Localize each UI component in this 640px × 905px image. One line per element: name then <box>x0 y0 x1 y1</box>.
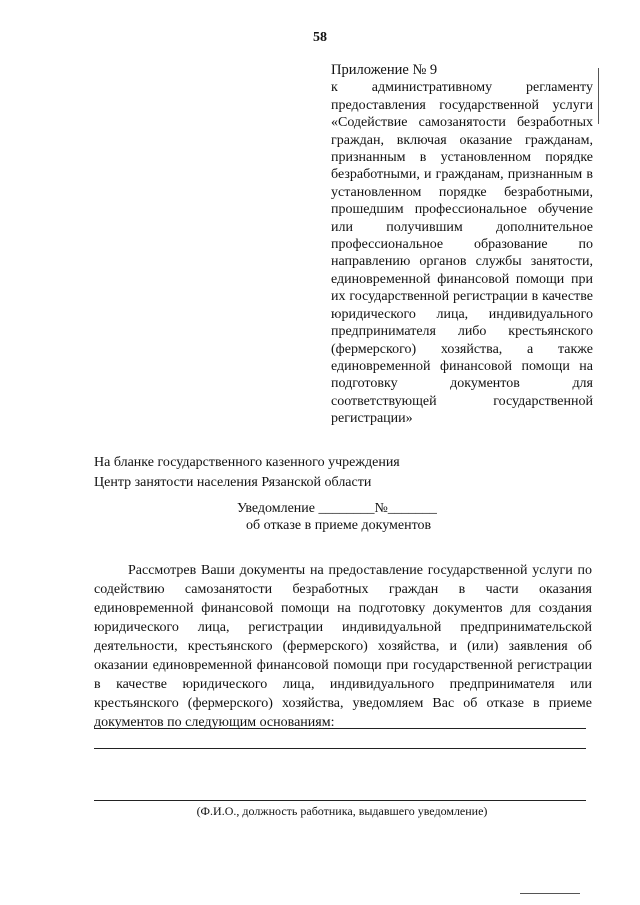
notice-title: Уведомление ________№_______ <box>237 501 437 516</box>
signature-caption: (Ф.И.О., должность работника, выдавшего уведомление) <box>196 804 488 818</box>
appendix-title: Приложение № 9 <box>331 62 438 78</box>
letterhead-line-1: На бланке государственного казенного учреждения <box>94 455 400 470</box>
notice-subtitle: об отказе в приеме документов <box>246 518 432 533</box>
letterhead <box>94 453 400 493</box>
body-paragraph: Рассмотрев Ваши документы на предоставление государственной услуги по содействию самозанятости безработных граждан в части оказания единовременной финансовой помощи на подготовку документов для создания юридического лица, регистрации индивидуальной предпринимательской деятельности, крестьянского (фермерского) хозяйства, и (или) заявления об оказании единовременной финансовой помощи при государственной регистрации в качестве юридического лица, индивидуального предпринимателя или крестьянского (фермерского) хозяйства, уведомляем Вас об отказе в приеме документов по следующим основаниям: <box>94 563 592 730</box>
signature-line <box>94 800 586 801</box>
appendix-header <box>331 62 593 428</box>
scan-artifact-bottom <box>520 893 580 894</box>
scan-artifact-top <box>598 68 599 124</box>
letterhead-line-2: Центр занятости населения Рязанской области <box>94 475 372 490</box>
appendix-text: к административному регламенту предоставления государственной услуги «Содействие самозанятости безработных граждан, включая оказание гражданам, признанным в установленном порядке безработными, и гражданам, признанным в установленном порядке безработными, прошедшим профессиональное обучение или получившим дополнительное профессиональное образование по направлению органов службы занятости, единовременной финансовой помощи при их государственной регистрации в качестве юридического лица, индивидуального предпринимателя либо крестьянского (фермерского) хозяйства, а также единовременной финансовой помощи на подготовку документов для соответствующей государственной регистрации» <box>331 80 593 427</box>
reason-line-2 <box>94 748 586 749</box>
reason-line-1 <box>94 728 586 729</box>
page-number: 58 <box>313 30 327 45</box>
